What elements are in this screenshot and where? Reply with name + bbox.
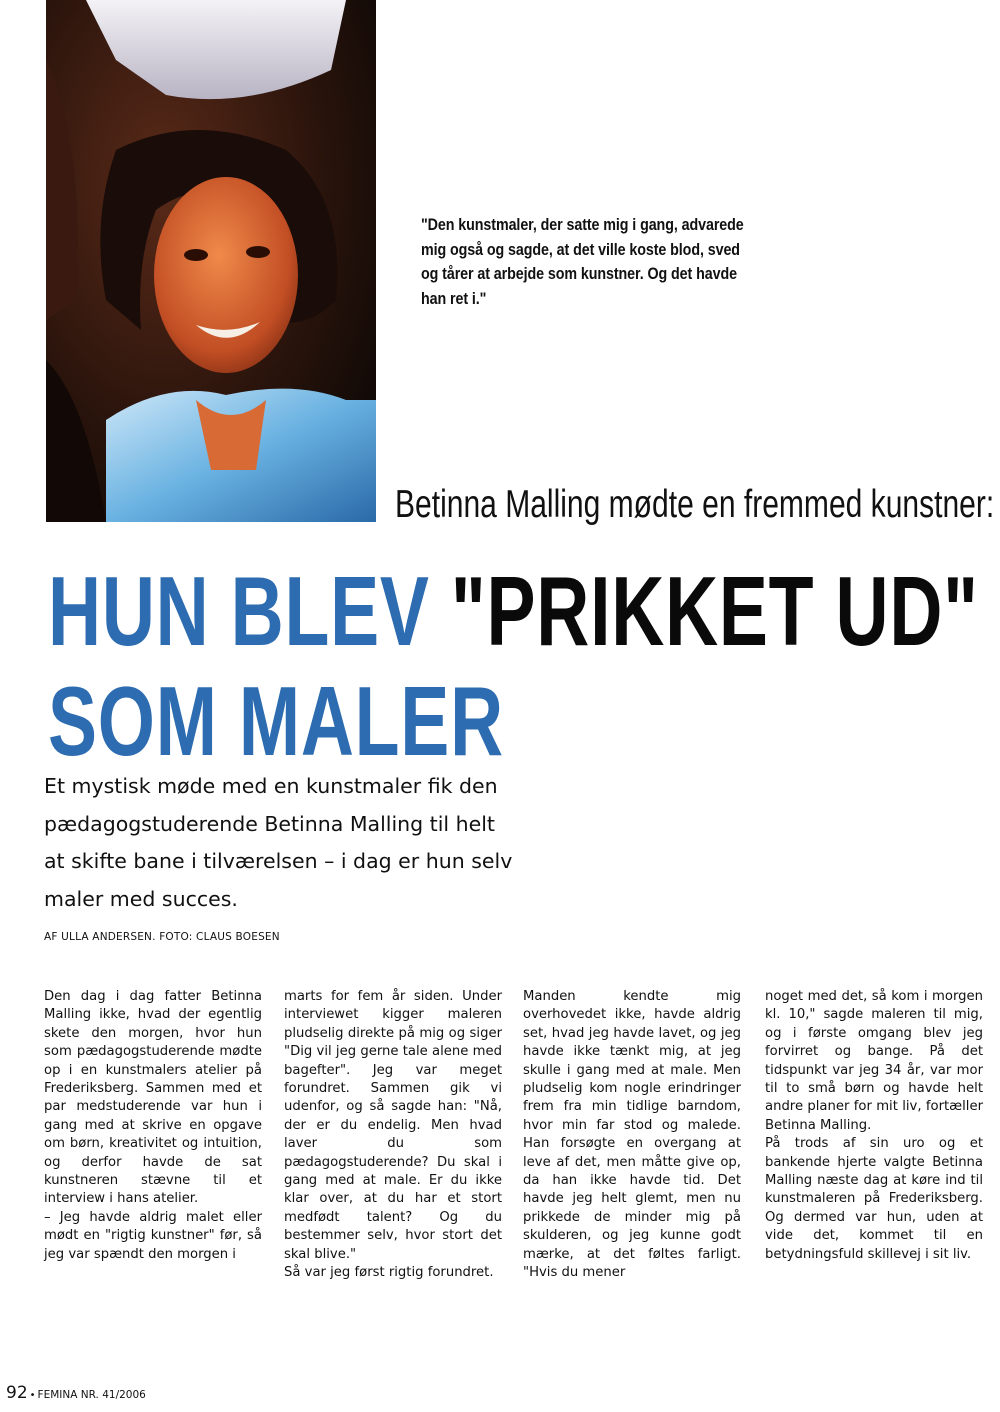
portrait-photo-illustration xyxy=(46,0,376,522)
bullet-separator-icon: • xyxy=(29,1390,36,1401)
body-paragraph: noget med det, så kom i morgen kl. 10," sagde maleren til mig, og i første omgang blev jeg forvirret og bange. På det tidspunkt var jeg 34 år, var mor til to små børn og havde helt andre planer for mit liv, fortæller Betinna Malling. xyxy=(765,989,983,1133)
lead-paragraph: Et mystisk møde med en kunstmaler fik den pædagogstuderende Betinna Malling til helt at skifte bane i tilværelsen – i dag er hun selv maler med succes. xyxy=(44,774,513,911)
body-column-3 xyxy=(523,988,741,1283)
headline-line-2: SOM MALER xyxy=(48,666,504,776)
body-paragraph: På trods af sin uro og et bankende hjerte valgte Betinna Malling næste dag at køre ind til kunstmaleren på Frederiksberg. Og dermed var hun, uden at vide det, kommet til en betydningsfuld skillevej i sit liv. xyxy=(765,1136,983,1262)
body-paragraph: Så var jeg først rigtig forundret. xyxy=(284,1265,494,1281)
body-paragraph: Manden kendte mig overhovedet ikke, havde aldrig set, hvad jeg havde lavet, og jeg havde ikke tænkt mig, at jeg skulle i gang med at male. Men pludselig kom nogle erindringer frem fra min tidlige barndom, hvor min far stod og malede. Han forsøgte en overgang at leve af det, men måtte give op, da han ikke havde tid. Det havde jeg helt glemt, men nu prikkede de minder mig på skulderen, og jeg kunne godt mærke, at det føltes farligt. "Hvis du mener xyxy=(523,989,741,1281)
page-folio xyxy=(6,1383,146,1403)
byline: AF ULLA ANDERSEN. FOTO: CLAUS BOESEN xyxy=(44,931,280,943)
body-paragraph: Den dag i dag fatter Betinna Malling ikke, hvad der egentlig skete den morgen, hvor hun som pædagogstuderende mødte op i en kunstmalers atelier på Frederiksberg. Sammen med et par medstuderende var hun i gang med at skrive en opgave om børn, kreativitet og intuition, og derfor havde de sat kunstneren stævne til et interview i hans atelier. xyxy=(44,989,262,1207)
body-paragraph: – Jeg havde aldrig malet eller mødt en "rigtig kunstner" før, så jeg var spændt den morgen i xyxy=(44,1209,262,1262)
headline-black-part: "PRIKKET UD" xyxy=(450,556,979,666)
pull-quote: "Den kunstmaler, der satte mig i gang, advarede mig også og sagde, at det ville koste blod, sved og tårer at arbejde som kunstner. Og det havde han ret i." xyxy=(421,215,744,308)
kicker-headline: Betinna Malling mødte en fremmed kunstner: xyxy=(395,483,995,526)
body-column-1 xyxy=(44,988,262,1264)
portrait-photo xyxy=(46,0,376,522)
body-column-2 xyxy=(284,988,502,1283)
headline-blue-part: HUN BLEV xyxy=(48,556,430,666)
page-number: 92 xyxy=(6,1383,28,1403)
main-headline xyxy=(48,556,979,776)
body-paragraph: marts for fem år siden. Under interviewet kigger maleren pludselig direkte på mig og siger "Dig vil jeg gerne tale alene med bagefter". Jeg var meget forundret. Sammen gik vi udenfor, og så sagde han: "Nå, der er du endelig. Men hvad laver du som pædagogstuderende? Du skal i gang med at male. Er du ikke klar over, at du har et stort medfødt talent? Og du bestemmer selv, hvor stort det skal blive." xyxy=(284,989,502,1262)
body-column-4 xyxy=(765,988,983,1264)
magazine-issue: FEMINA NR. 41/2006 xyxy=(37,1389,146,1401)
headline-line-1 xyxy=(48,556,979,666)
